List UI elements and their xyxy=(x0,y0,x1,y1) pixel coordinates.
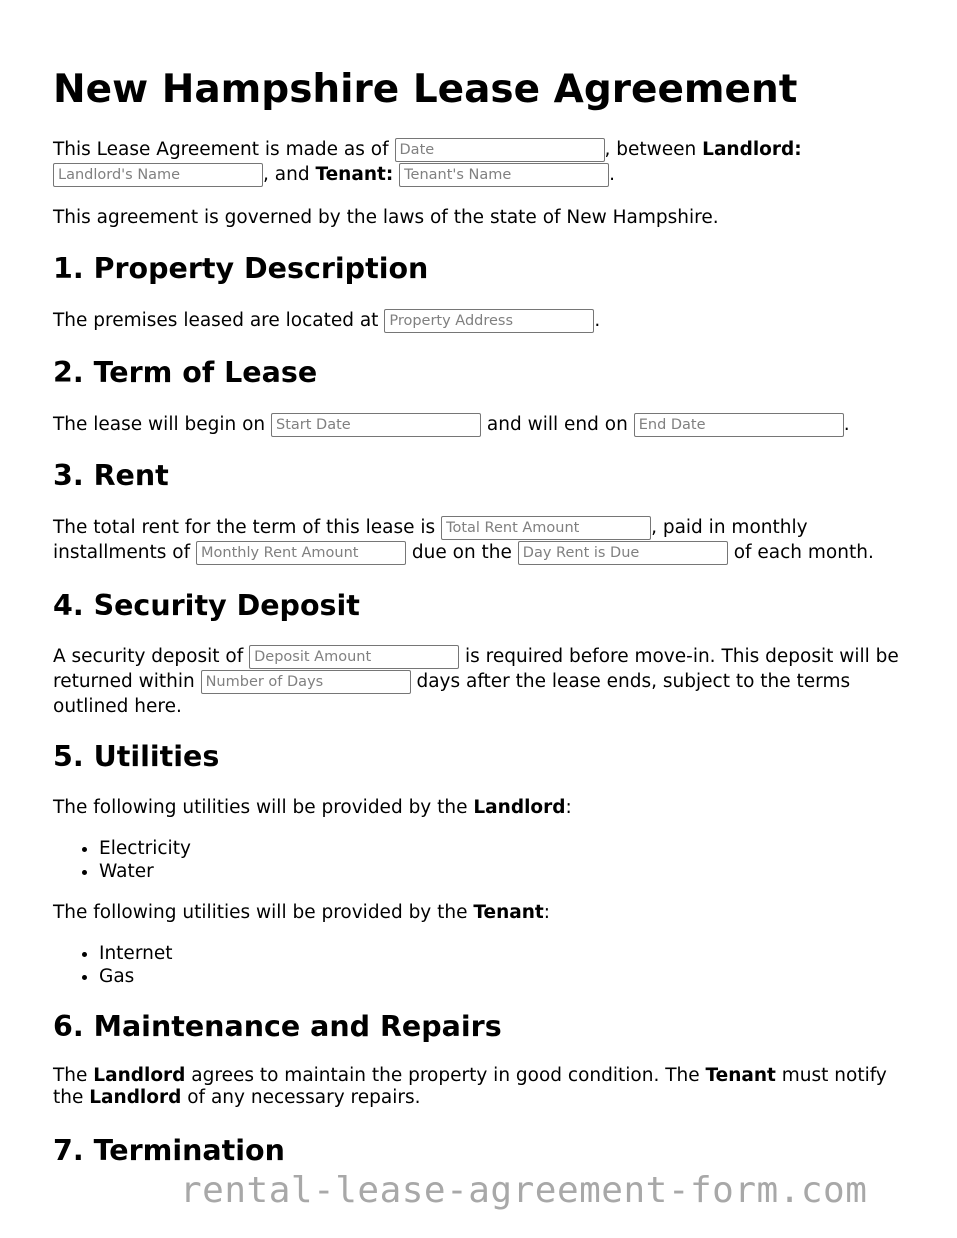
return-days-field[interactable] xyxy=(201,670,411,694)
monthly-rent-field[interactable] xyxy=(196,541,406,565)
utilities-tenant-word: Tenant xyxy=(473,902,544,923)
rent-due-on: due on the xyxy=(411,542,512,563)
property-period: . xyxy=(594,310,601,331)
list-item: • Gas xyxy=(99,965,172,988)
tenant-utilities-list xyxy=(53,942,172,988)
utilities-tenant-line xyxy=(53,900,550,925)
deposit-amount-field[interactable] xyxy=(249,645,459,669)
intro-line-2 xyxy=(53,162,615,187)
heading-security-deposit: 4. Security Deposit xyxy=(53,589,360,622)
term-line xyxy=(53,412,850,437)
rent-total-text: The total rent for the term of this lease is xyxy=(53,517,436,538)
page-title: New Hampshire Lease Agreement xyxy=(53,67,798,112)
intro-line-1 xyxy=(53,137,802,162)
list-item: • Water xyxy=(99,860,191,883)
property-text: The premises leased are located at xyxy=(53,310,379,331)
maint-of-repairs: of any necessary repairs. xyxy=(181,1087,421,1108)
maint-must-notify: must notify xyxy=(775,1065,887,1086)
rent-due-day-field[interactable] xyxy=(518,541,728,565)
deposit-required: is required before move-in. This deposit will be xyxy=(465,646,899,667)
maint-the: The xyxy=(53,1065,94,1086)
utilities-landlord-word: Landlord xyxy=(473,797,566,818)
landlord-utilities-list xyxy=(53,837,191,883)
intro-period: . xyxy=(609,164,616,185)
tenant-name-field[interactable] xyxy=(399,163,609,187)
date-field[interactable] xyxy=(395,138,605,162)
maint-agrees: agrees to maintain the property in good condition. The xyxy=(185,1065,706,1086)
landlord-label: Landlord: xyxy=(702,139,802,160)
deposit-line-2 xyxy=(53,669,850,694)
heading-term-of-lease: 2. Term of Lease xyxy=(53,356,318,389)
utilities-landlord-text: The following utilities will be provided by the xyxy=(53,797,474,818)
utilities-landlord-line xyxy=(53,795,572,820)
deposit-days-after: days after the lease ends, subject to the terms xyxy=(416,671,851,692)
list-item: • Electricity xyxy=(99,837,191,860)
tenant-label: Tenant: xyxy=(315,164,394,185)
utilities-tenant-text: The following utilities will be provided by the xyxy=(53,902,474,923)
rent-line-1 xyxy=(53,515,808,540)
heading-termination: 7. Termination xyxy=(53,1134,285,1167)
maint-the-2: the xyxy=(53,1087,90,1108)
landlord-name-field[interactable] xyxy=(53,163,263,187)
heading-maintenance: 6. Maintenance and Repairs xyxy=(53,1010,502,1043)
watermark-footer: rental-lease-agreement-form.com xyxy=(180,1170,868,1211)
deposit-intro: A security deposit of xyxy=(53,646,244,667)
heading-property-description: 1. Property Description xyxy=(53,252,429,285)
heading-rent: 3. Rent xyxy=(53,459,169,492)
deposit-returned-within: returned within xyxy=(53,671,195,692)
total-rent-field[interactable] xyxy=(441,516,651,540)
maintenance-line-1 xyxy=(53,1065,887,1087)
utilities-colon-2: : xyxy=(543,902,551,923)
maintenance-line-2 xyxy=(53,1087,420,1109)
deposit-outlined: outlined here. xyxy=(53,696,182,717)
utilities-colon-1: : xyxy=(565,797,572,818)
list-item: • Internet xyxy=(99,942,172,965)
property-line xyxy=(53,308,600,333)
term-period: . xyxy=(843,414,850,435)
property-address-field[interactable] xyxy=(384,309,594,333)
start-date-field[interactable] xyxy=(271,413,481,437)
deposit-line-1 xyxy=(53,644,899,669)
end-date-field[interactable] xyxy=(634,413,844,437)
term-end-text: and will end on xyxy=(486,414,628,435)
maint-tenant: Tenant xyxy=(705,1065,776,1086)
rent-installments-of: installments of xyxy=(53,542,191,563)
rent-each-month: of each month. xyxy=(733,542,874,563)
rent-paid-monthly: , paid in monthly xyxy=(651,517,808,538)
maint-landlord-2: Landlord xyxy=(89,1087,182,1108)
intro-and: , and xyxy=(263,164,316,185)
maint-landlord: Landlord xyxy=(93,1065,186,1086)
governing-law: This agreement is governed by the laws of the state of New Hampshire. xyxy=(53,207,719,228)
rent-line-2 xyxy=(53,540,874,565)
intro-between: , between xyxy=(604,139,703,160)
heading-utilities: 5. Utilities xyxy=(53,740,220,773)
intro-made-as-of: This Lease Agreement is made as of xyxy=(53,139,389,160)
term-begin-text: The lease will begin on xyxy=(53,414,266,435)
